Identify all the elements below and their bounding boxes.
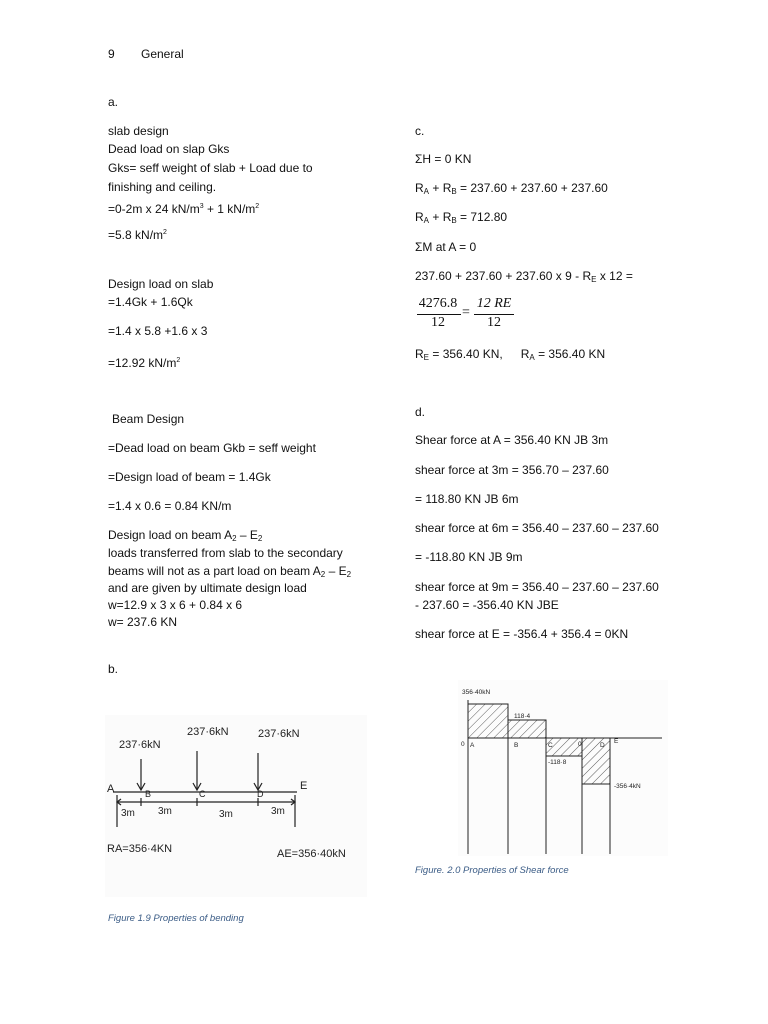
slab-line: Gks= seff weight of slab + Load due to <box>108 161 313 175</box>
page-title: General <box>141 47 184 61</box>
slab-line: finishing and ceiling. <box>108 180 217 194</box>
shear-block <box>468 704 508 738</box>
span-label: 3m <box>271 806 285 817</box>
shear-mid-neg-label: -118·8 <box>548 759 567 766</box>
load-label: 237·6kN <box>119 739 161 751</box>
beam-line: =Dead load on beam Gkb = seff weight <box>108 441 316 455</box>
load-label: 237·6kN <box>187 726 229 738</box>
beam-line: w=12.9 x 3 x 6 + 0.84 x 6 <box>108 598 243 612</box>
beam-line: and are given by ultimate design load <box>108 581 307 595</box>
beam-line: Design load on beam $A_2 - E_2$ <box>108 528 263 543</box>
design-line: =1.4 x 5.8 +1.6 x 3 <box>108 324 208 338</box>
shear-bottom-label: -356·4kN <box>614 783 641 790</box>
shear-line: shear force at E = -356.4 + 356.4 = 0KN <box>415 627 629 641</box>
beam-line: beams will not as a part load on beam $A_2 - E_2$ <box>108 564 352 579</box>
span-label: 3m <box>121 808 135 819</box>
fraction-left: 4276.8 12 <box>417 296 459 331</box>
shear-line: shear force at 3m = 356.70 – 237.60 <box>415 463 609 477</box>
point-label: E <box>300 780 308 792</box>
fraction-equals: = <box>462 305 470 320</box>
beam-line: w= 237.6 KN <box>108 615 178 629</box>
bending-sketch <box>105 715 367 897</box>
slab-line: slab design <box>108 124 169 138</box>
eq-sum-h: ΣH = 0 KN <box>415 152 472 166</box>
shear-zero-label: 0 <box>461 741 465 748</box>
section-c-label: c. <box>415 124 425 138</box>
shear-point-label: B <box>514 742 519 749</box>
eq-reactions-sum: $R_A + R_B = 237.60 + 237.60 + 237.60$ <box>415 181 608 196</box>
eq-result: $R_E = 356.40$ KN, $R_A = 356.40$ KN <box>415 347 606 362</box>
shear-line: = -118.80 KN JB 9m <box>415 550 523 564</box>
shear-zero-label: 0 <box>578 741 582 748</box>
load-label: 237·6kN <box>258 728 300 740</box>
design-line: Design load on slab <box>108 277 214 291</box>
figure-caption-shear: Figure. 2.0 Properties of Shear force <box>415 865 569 876</box>
point-label: B <box>145 789 152 799</box>
figure-caption-bending: Figure 1.9 Properties of bending <box>108 913 244 924</box>
eq-moment: ΣM at A = 0 <box>415 240 477 254</box>
shear-line: shear force at 9m = 356.40 – 237.60 – 237.60 <box>415 580 659 594</box>
shear-line: Shear force at A = 356.40 KN JB 3m <box>415 433 609 447</box>
design-line: =1.4Gk + 1.6Qk <box>108 295 193 309</box>
shear-point-label: A <box>470 742 475 749</box>
point-label: D <box>257 789 264 799</box>
shear-line: shear force at 6m = 356.40 – 237.60 – 237.60 <box>415 521 659 535</box>
reaction-e-label: AE=356·40kN <box>277 848 346 860</box>
section-d-label: d. <box>415 405 426 419</box>
shear-top-label: 356·40kN <box>462 689 491 696</box>
shear-force-sketch <box>458 680 668 856</box>
slab-line: =0-2m x 24 $kN/m^3 + 1$ $kN/m^2$ <box>108 202 260 216</box>
shear-block <box>508 720 546 738</box>
reaction-a-label: RA=356·4KN <box>107 843 173 855</box>
shear-point-label: D <box>600 742 605 749</box>
shear-line: - 237.60 = -356.40 KN JBE <box>415 598 559 612</box>
eq-moment-expand: 237.60 + 237.60 + 237.60 x $9 - R_E$ x 12 = <box>415 269 633 284</box>
shear-line: = 118.80 KN JB 6m <box>415 492 519 506</box>
shear-block <box>582 738 610 784</box>
beam-line: loads transferred from slab to the secondary <box>108 546 343 560</box>
slab-line: Dead load on slap Gks <box>108 142 230 156</box>
shear-point-label: C <box>548 742 553 749</box>
beam-line: Beam Design <box>112 412 185 426</box>
beam-line: =Design load of beam = 1.4Gk <box>108 470 271 484</box>
section-a-label: a. <box>108 95 119 109</box>
section-number: 9 <box>108 47 115 61</box>
fraction-right: 12 RE 12 <box>474 296 514 331</box>
span-label: 3m <box>158 806 172 817</box>
span-label: 3m <box>219 809 233 820</box>
shear-point-label: E <box>614 738 619 745</box>
slab-line: =5.8 $kN/m^2$ <box>108 228 167 242</box>
section-b-label: b. <box>108 662 119 676</box>
design-line: =12.92 $kN/m^2$ <box>108 356 181 370</box>
point-label: C <box>199 789 206 799</box>
point-label: A <box>107 783 115 795</box>
beam-line: =1.4 x 0.6 = 0.84 KN/m <box>108 499 232 513</box>
eq-reactions-total: $R_A + R_B = 712.80$ <box>415 210 508 225</box>
shear-mid-pos-label: 118·4 <box>514 713 531 720</box>
